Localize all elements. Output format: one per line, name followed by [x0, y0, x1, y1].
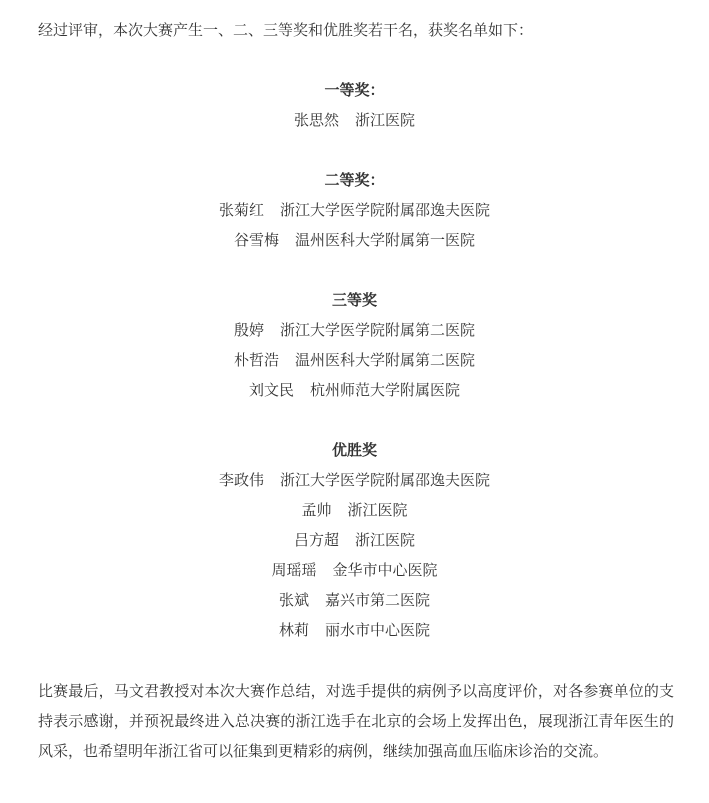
award-heading: 一等奖：	[324, 81, 385, 99]
award-heading: 二等奖：	[324, 171, 385, 189]
winner-name: 张菊红	[218, 201, 264, 219]
winner-name: 朴哲浩	[233, 351, 279, 369]
winner-org: 浙江大学医学院附属邵逸夫医院	[280, 471, 491, 489]
winner-name: 张思然	[293, 111, 339, 129]
winner-row	[0, 465, 709, 495]
winner-row	[0, 345, 709, 375]
winner-row	[0, 585, 709, 615]
winner-name: 张斌	[278, 591, 309, 609]
first-prize-section	[0, 75, 709, 135]
third-prize-section	[0, 285, 709, 405]
winner-org: 金华市中心医院	[332, 561, 438, 579]
winner-name: 吕方超	[293, 531, 339, 549]
winner-org: 嘉兴市第二医院	[325, 591, 431, 609]
winner-row	[0, 375, 709, 405]
winner-row	[0, 195, 709, 225]
winner-org: 浙江大学医学院附属邵逸夫医院	[280, 201, 491, 219]
winner-row	[0, 225, 709, 255]
closing-paragraph: 比赛最后，马文君教授对本次大赛作总结，对选手提供的病例予以高度评价，对各参赛单位的支持表示感谢，并预祝最终进入总决赛的浙江选手在北京的会场上发挥出色，展现浙江青年医生的风采，也希望明年浙江省可以征集到更精彩的病例，继续加强高血压临床诊治的交流。	[38, 682, 674, 760]
winner-org: 浙江医院	[355, 111, 416, 129]
merit-prize-section	[0, 435, 709, 645]
winner-row	[0, 555, 709, 585]
intro-paragraph: 经过评审，本次大赛产生一、二、三等奖和优胜奖若干名，获奖名单如下：	[38, 21, 534, 39]
winner-org: 浙江医院	[347, 501, 408, 519]
winner-name: 李政伟	[218, 471, 264, 489]
second-prize-section	[0, 165, 709, 255]
winner-name: 谷雪梅	[233, 231, 279, 249]
winner-row	[0, 525, 709, 555]
winner-org: 温州医科大学附属第二医院	[295, 351, 476, 369]
winner-name: 殷婷	[233, 321, 264, 339]
winner-org: 杭州师范大学附属医院	[310, 381, 461, 399]
winner-org: 浙江医院	[355, 531, 416, 549]
winner-name: 刘文民	[248, 381, 294, 399]
winner-name: 周瑶瑶	[271, 561, 317, 579]
winner-row	[0, 105, 709, 135]
winner-org: 浙江大学医学院附属第二医院	[280, 321, 476, 339]
winner-row	[0, 615, 709, 645]
winner-org: 温州医科大学附属第一医院	[295, 231, 476, 249]
winner-name: 孟帅	[301, 501, 332, 519]
award-heading: 优胜奖	[331, 441, 377, 459]
winner-org: 丽水市中心医院	[325, 621, 431, 639]
winner-name: 林莉	[278, 621, 309, 639]
award-heading: 三等奖	[331, 291, 377, 309]
winner-row	[0, 495, 709, 525]
winner-row	[0, 315, 709, 345]
